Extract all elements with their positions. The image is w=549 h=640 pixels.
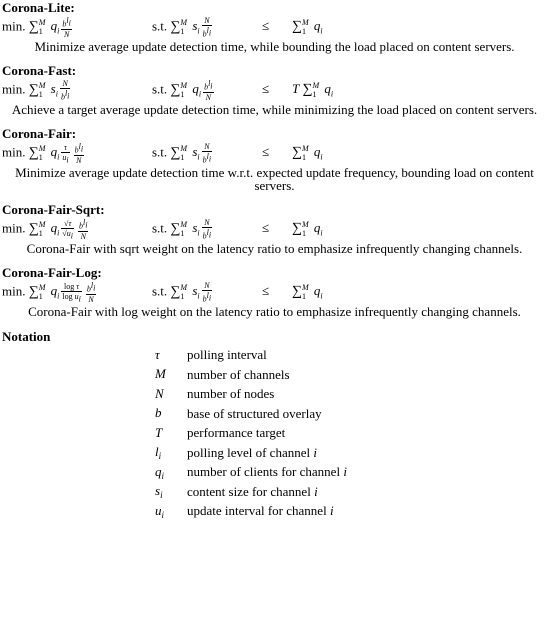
relation-symbol: ≤ bbox=[262, 144, 270, 159]
constraint: s.t. ∑ M 1 $q_i$ $\frac{b^{l_i}}{N}$ bbox=[152, 79, 213, 102]
notation-row: N number of nodes bbox=[155, 385, 275, 402]
scheme-description: Minimize average update detection time, while bounding the load placed on content servers. bbox=[34, 39, 515, 54]
formula-row bbox=[2, 79, 547, 101]
notation-row: T performance target bbox=[155, 424, 286, 441]
notation-title: Notation bbox=[2, 329, 51, 344]
constraint: s.t. ∑ M 1 $s_i$ $\frac{N}{b^{l_i}}$ bbox=[152, 218, 212, 241]
notation-row: $s_i$ content size for channel i bbox=[155, 483, 318, 501]
scheme-description: Corona-Fair with log weight on the latency ratio to emphasize infrequently changing channels. bbox=[28, 304, 521, 319]
scheme-corona-fair bbox=[2, 126, 547, 192]
relation-symbol: ≤ bbox=[262, 283, 270, 298]
scheme-description: Achieve a target average update detection time, while minimizing the load placed on content servers. bbox=[11, 102, 538, 117]
formula-row bbox=[2, 281, 547, 303]
formula-row bbox=[2, 142, 547, 164]
scheme-title: Corona-Fair: bbox=[2, 126, 77, 141]
scheme-corona-fast bbox=[2, 63, 547, 116]
scheme-description: Corona-Fair with sqrt weight on the latency ratio to emphasize infrequently changing channels. bbox=[26, 241, 523, 256]
notation-row: $u_i$ update interval for channel i bbox=[155, 502, 334, 520]
formula-row bbox=[2, 16, 547, 38]
notation-row: $q_i$ number of clients for channel i bbox=[155, 463, 347, 481]
constraint-bound: T ∑ M 1 $q_i$ bbox=[292, 81, 334, 100]
scheme-title: Corona-Lite: bbox=[2, 0, 75, 15]
notation-row: τ polling interval bbox=[155, 346, 267, 363]
constraint-bound: ∑ M 1 $q_i$ bbox=[292, 283, 323, 302]
formula-row bbox=[2, 218, 547, 240]
constraint-bound: ∑ M 1 $q_i$ bbox=[292, 18, 323, 37]
objective: min. ∑ M 1 $s_i$ $\frac{N}{b^{l_i}}$ bbox=[2, 79, 70, 102]
objective: min. ∑ M 1 $q_i$ $\frac{√\tau}{√u_i}$ $\frac{b^{l_i}}{N}$ bbox=[2, 218, 88, 241]
constraint: s.t. ∑ M 1 $s_i$ $\frac{N}{b^{l_i}}$ bbox=[152, 16, 212, 39]
notation-row: b base of structured overlay bbox=[155, 405, 322, 421]
constraint-bound: ∑ M 1 $q_i$ bbox=[292, 144, 323, 163]
objective: min. ∑ M 1 $q_i$ $\frac{\tau}{u_i}$ $\frac{b^{l_i}}{N}$ bbox=[2, 142, 84, 165]
constraint-bound: ∑ M 1 $q_i$ bbox=[292, 220, 323, 239]
relation-symbol: ≤ bbox=[262, 220, 270, 235]
scheme-corona-fair-sqrt bbox=[2, 202, 547, 255]
scheme-corona-fair-log bbox=[2, 265, 547, 318]
scheme-title: Corona-Fair-Sqrt: bbox=[2, 202, 105, 217]
scheme-title: Corona-Fast: bbox=[2, 63, 77, 78]
notation-row: $l_i$ polling level of channel i bbox=[155, 444, 317, 462]
relation-symbol: ≤ bbox=[262, 81, 270, 96]
scheme-description: Minimize average update detection time w.r.t. expected update frequency, bounding load on content servers. bbox=[15, 165, 534, 193]
scheme-title: Corona-Fair-Log: bbox=[2, 265, 102, 280]
constraint: s.t. ∑ M 1 $s_i$ $\frac{N}{b^{l_i}}$ bbox=[152, 142, 212, 165]
relation-symbol: ≤ bbox=[262, 18, 270, 33]
notation-row: M number of channels bbox=[155, 366, 290, 382]
scheme-corona-lite bbox=[2, 0, 547, 53]
constraint: s.t. ∑ M 1 $s_i$ $\frac{N}{b^{l_i}}$ bbox=[152, 281, 212, 304]
notation-table bbox=[155, 346, 347, 522]
objective: min. ∑ M 1 $q_i$ $\frac{b^{l_i}}{N}$ bbox=[2, 16, 71, 39]
objective: min. ∑ M 1 $q_i$ $\frac{\text{log τ}}{\log u_i}$ $\frac{b^{l_i}}{N}$ bbox=[2, 281, 96, 304]
